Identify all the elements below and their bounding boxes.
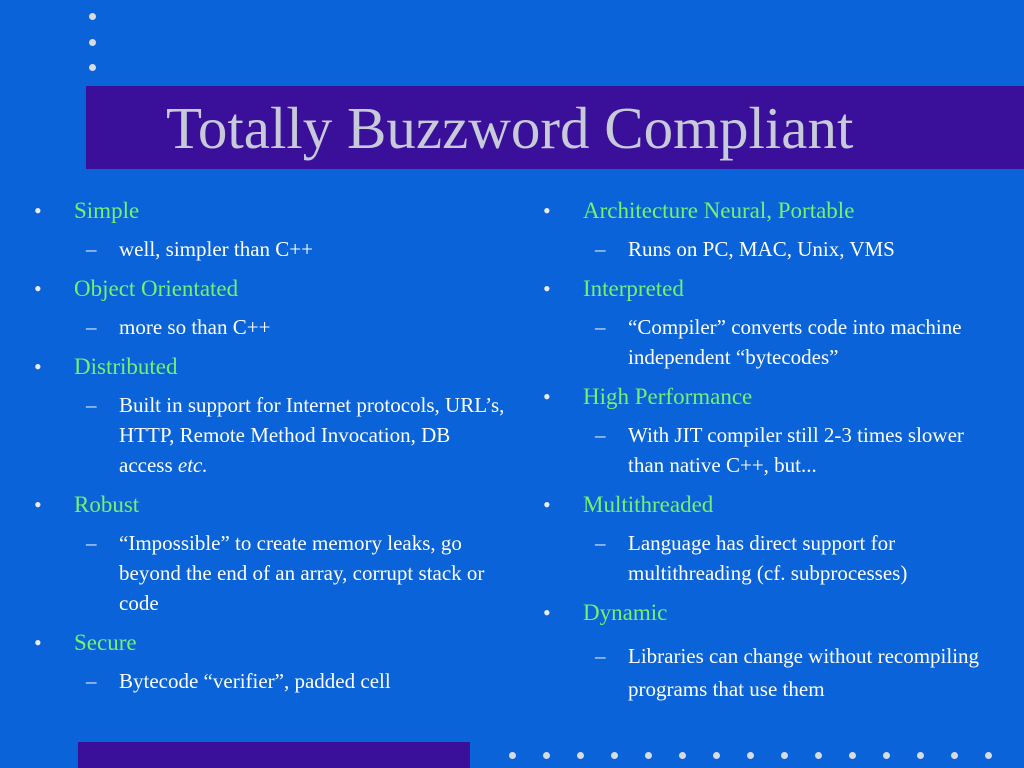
bullet-row — [34, 274, 514, 304]
sub-bullet-row — [86, 390, 514, 480]
sub-bullet-row — [86, 528, 514, 618]
bullet-label: Multithreaded — [583, 492, 714, 517]
dot-icon — [509, 752, 516, 759]
dash-icon: – — [595, 315, 606, 339]
bullet-row — [34, 628, 514, 658]
dot-icon — [985, 752, 992, 759]
left-column — [34, 196, 514, 696]
bullet-item-distributed — [34, 352, 514, 480]
bullet-icon: • — [543, 198, 551, 223]
dash-icon: – — [86, 237, 97, 261]
sub-bullet-text: Language has direct support for multithreading (cf. subprocesses) — [628, 531, 908, 585]
sub-bullet-row — [595, 312, 1013, 372]
sub-bullet-text: Libraries can change without recompiling programs that use them — [628, 644, 980, 701]
dash-icon: – — [595, 237, 606, 261]
sub-bullet-row — [86, 666, 514, 696]
bullet-item-secure — [34, 628, 514, 696]
dot-icon — [815, 752, 822, 759]
sub-bullet-text: With JIT compiler still 2-3 times slower than native C++, but... — [628, 423, 964, 477]
bullet-item-multithreaded — [543, 490, 1013, 588]
dot-icon — [679, 752, 686, 759]
bullet-row — [543, 196, 1013, 226]
bullet-label: Secure — [74, 630, 137, 655]
bullet-icon: • — [543, 492, 551, 517]
bullet-icon: • — [543, 384, 551, 409]
dot-icon — [747, 752, 754, 759]
sub-bullet-row — [595, 640, 1013, 706]
bottom-accent-bar — [78, 742, 470, 768]
bullet-item-object-orientated — [34, 274, 514, 342]
bullet-label: High Performance — [583, 384, 753, 409]
bullet-row — [543, 490, 1013, 520]
dash-icon: – — [86, 315, 97, 339]
bullet-label: Simple — [74, 198, 140, 223]
bullet-label: Robust — [74, 492, 140, 517]
bullet-row — [34, 196, 514, 226]
sub-bullet-text: Runs on PC, MAC, Unix, VMS — [628, 237, 895, 261]
bullet-item-architecture — [543, 196, 1013, 264]
sub-bullet-text-italic: etc. — [177, 453, 208, 477]
sub-bullet-text: well, simpler than C++ — [119, 237, 313, 261]
right-column — [543, 196, 1013, 706]
dot-icon — [781, 752, 788, 759]
bullet-label: Architecture Neural, Portable — [583, 198, 855, 223]
dot-icon — [89, 13, 96, 20]
bullet-icon: • — [34, 198, 42, 223]
dot-icon — [951, 752, 958, 759]
bullet-label: Dynamic — [583, 600, 668, 625]
bullet-icon: • — [34, 276, 42, 301]
sub-bullet-row — [595, 528, 1013, 588]
bullet-item-robust — [34, 490, 514, 618]
dot-icon — [883, 752, 890, 759]
dot-icon — [89, 64, 96, 71]
dot-icon — [917, 752, 924, 759]
bullet-row — [34, 352, 514, 382]
slide-title: Totally Buzzword Compliant — [166, 95, 854, 161]
bullet-row — [543, 274, 1013, 304]
bullet-icon: • — [543, 276, 551, 301]
vertical-dots-decoration — [87, 10, 99, 76]
bottom-dots-decoration — [500, 752, 1000, 762]
bullet-icon: • — [34, 354, 42, 379]
bullet-item-simple — [34, 196, 514, 264]
dot-icon — [611, 752, 618, 759]
sub-bullet-text — [119, 390, 509, 480]
dash-icon: – — [595, 423, 606, 447]
bullet-row — [543, 598, 1013, 628]
dot-icon — [89, 39, 96, 46]
sub-bullet-text: “Compiler” converts code into machine independent “bytecodes” — [628, 315, 962, 369]
sub-bullet-row — [595, 420, 1013, 480]
dash-icon: – — [86, 531, 97, 555]
sub-bullet-text-main: Built in support for Internet protocols, URL’s, HTTP, Remote Method Invocation, DB access — [119, 393, 505, 477]
dash-icon: – — [595, 531, 606, 555]
bullet-item-dynamic — [543, 598, 1013, 706]
sub-bullet-row — [86, 312, 514, 342]
dash-icon: – — [595, 644, 606, 668]
bullet-row — [34, 490, 514, 520]
dot-icon — [645, 752, 652, 759]
dot-icon — [577, 752, 584, 759]
bullet-row — [543, 382, 1013, 412]
dot-icon — [713, 752, 720, 759]
dot-icon — [543, 752, 550, 759]
bullet-item-interpreted — [543, 274, 1013, 372]
bullet-label: Object Orientated — [74, 276, 239, 301]
bullet-item-high-performance — [543, 382, 1013, 480]
bullet-icon: • — [543, 600, 551, 625]
dash-icon: – — [86, 669, 97, 693]
bullet-label: Distributed — [74, 354, 178, 379]
bullet-label: Interpreted — [583, 276, 684, 301]
sub-bullet-text: more so than C++ — [119, 315, 271, 339]
sub-bullet-text: Bytecode “verifier”, padded cell — [119, 669, 391, 693]
sub-bullet-text: “Impossible” to create memory leaks, go beyond the end of an array, corrupt stack or code — [119, 531, 485, 615]
dash-icon: – — [86, 393, 97, 417]
dot-icon — [849, 752, 856, 759]
sub-bullet-row — [86, 234, 514, 264]
bullet-icon: • — [34, 492, 42, 517]
sub-bullet-row — [595, 234, 1013, 264]
bullet-icon: • — [34, 630, 42, 655]
